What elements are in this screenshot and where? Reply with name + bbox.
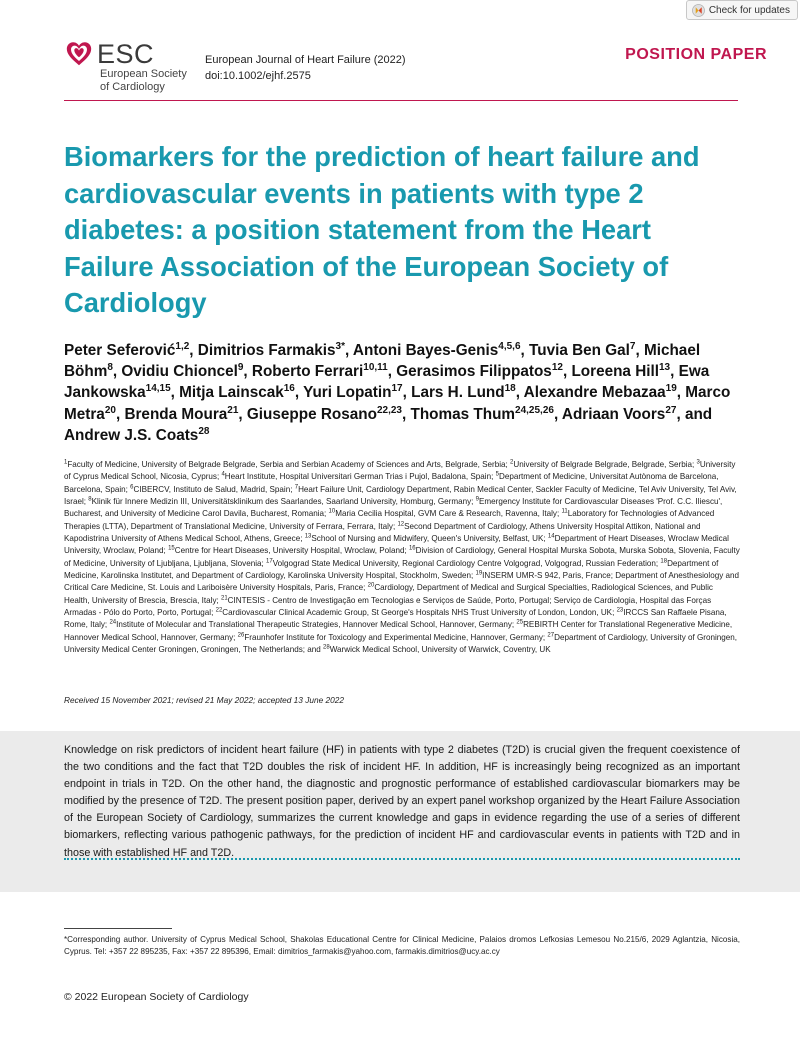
- author-name: Gerasimos Filippatos: [396, 363, 552, 381]
- affiliation-number: 2: [510, 459, 514, 466]
- abstract-text: Knowledge on risk predictors of incident heart failure (HF) in patients with type 2 diabetes (T2D) is crucial given the frequent coexistence of the two conditions and the fact that T2D doubles the risk of incident HF. In addition, HF is increasingly being recognized as an important endpoint in trials in T2D. On the other hand, the diagnostic and prognostic performance of established cardiovascular biomarkers may be modified by the presence of T2D. The present position paper, derived by an expert panel workshop organized by the Heart Failure Association of the European Society of Cardiology, summarizes the current knowledge and gaps in evidence regarding the use of a series of different biomarkers, reflecting various pathogenic pathways, for the prediction of incident HF and cardiovascular events in patients with T2D and in those with established HF and T2D.: [64, 744, 740, 859]
- author-name: Ovidiu Chioncel: [121, 363, 238, 381]
- author-affiliation-marker: 17: [391, 383, 403, 395]
- affiliation-text: Emergency Institute for Cardiovascular Diseases 'Prof. C.C. Iliescu', Bucharest, and University of Medicine Carol Davila, Bucharest, Romania;: [64, 497, 723, 519]
- affiliation-number: 27: [547, 632, 555, 639]
- affiliation-text: CINTESIS - Centro de Investigação em Tecnologias e Serviços de Saúde, Porto, Portugal; Serviço de Cardiologia, Hospital das Forças Armadas - Pólo do Porto, Porto, Portugal;: [64, 595, 712, 618]
- affiliation-number: 6: [130, 484, 134, 490]
- article-type-label: POSITION PAPER: [625, 46, 767, 63]
- affiliation-text: Heart Failure Unit, Cardiology Department, Rabin Medical Center, Sackler Faculty of Medicine, Tel Aviv University, Tel Aviv, Israel;: [64, 484, 737, 507]
- check-updates-label: Check for updates: [708, 4, 790, 16]
- received-dates: Received 15 November 2021; revised 21 May 2022; accepted 13 June 2022: [64, 695, 344, 705]
- journal-info: [205, 52, 406, 84]
- affiliation-number: 18: [660, 558, 668, 565]
- author: [303, 384, 403, 401]
- author: [410, 406, 553, 423]
- affiliation-number: 26: [237, 632, 245, 639]
- author-affiliation-marker: 8: [107, 362, 113, 374]
- author-name: Yuri Lopatin: [303, 384, 392, 402]
- author-affiliation-marker: 16: [283, 383, 295, 395]
- esc-abbr: ESC: [97, 39, 155, 69]
- affiliation-text: Centre for Heart Diseases, University Hospital, Wroclaw, Poland;: [174, 546, 407, 556]
- corresponding-author-note: *Corresponding author. University of Cyprus Medical School, Shakolas Educational Centre for Clinical Medicine, Palaios dromos Lefkosias Lemesou No.215/6, 2029 Aglantzia, Nicosia, Cyprus. Tel: +357 22 895235, Fax: +357 22 895396, Email: dimitrios_farmakis@yahoo.com, farmakis.dimitrios@ucy.ac.cy: [64, 935, 740, 957]
- affiliation-text: Maria Cecilia Hospital, GVM Care & Research, Ravenna, Italy;: [335, 509, 560, 519]
- affiliation-number: 15: [168, 545, 175, 552]
- author-name: Dimitrios Farmakis: [197, 342, 336, 359]
- affiliation-number: 9: [475, 496, 479, 503]
- affiliation-item: [130, 485, 292, 494]
- affiliation-text: Faculty of Medicine, University of Belgrade Belgrade, Serbia and Serbian Academy of Sciences and Arts, Belgrade, Serbia;: [67, 460, 508, 469]
- affiliation-item: [510, 460, 694, 469]
- author: [571, 363, 670, 380]
- affiliation-text: School of Nursing and Midwifery, Queen's University, Belfast, UK;: [311, 534, 546, 544]
- author-affiliation-marker: 21: [227, 404, 239, 416]
- paper-title: Biomarkers for the prediction of heart failure and cardiovascular events in patients with type 2 diabetes: a position statement from the Heart Failure Association of the European Society of Cardiology: [64, 141, 700, 318]
- affiliation-text: Cardiovascular Clinical Academic Group, St George's Hospitals NHS Trust University of London, London, UK;: [222, 608, 615, 618]
- affiliation-item: [216, 608, 615, 617]
- esc-full-name: [100, 68, 187, 93]
- check-updates-icon: [692, 4, 705, 17]
- affiliation-text: Department of Medicine, Karolinska Institutet, and Department of Cardiology, Karolinska University Hospital, Stockholm, Sweden;: [64, 558, 719, 581]
- affiliation-number: 8: [88, 496, 92, 503]
- affiliation-number: 19: [475, 570, 483, 577]
- affiliation-text: REBIRTH Center for Translational Regenerative Medicine, Hannover Medical School, Hannover, Germany;: [64, 620, 733, 642]
- author-affiliation-marker: 13: [659, 362, 671, 374]
- author-affiliation-marker: 27: [665, 404, 677, 416]
- author: [524, 384, 677, 401]
- author-affiliation-marker: 14,15: [145, 383, 171, 395]
- author-name: Thomas Thum: [410, 405, 516, 423]
- affiliation-text: Laboratory for Technologies of Advanced Therapies (LTTA), Department of Translational Medicine, University of Ferrara, Ferrara, Italy;: [64, 509, 715, 531]
- affiliation-item: [238, 633, 546, 642]
- affiliation-number: 13: [304, 533, 312, 540]
- affiliation-item: [305, 534, 546, 543]
- author-name: Giuseppe Rosano: [246, 405, 377, 423]
- affiliation-item: [109, 620, 514, 629]
- author: [562, 406, 677, 423]
- esc-logo: [64, 37, 194, 93]
- affiliation-number: 12: [397, 521, 405, 528]
- author-name: Ewa Jankowska: [64, 363, 710, 402]
- author-name: Antoni Bayes-Genis: [352, 342, 499, 359]
- author-affiliation-marker: 24,25,26: [515, 404, 554, 416]
- journal-name: European Journal of Heart Failure (2022): [205, 54, 406, 66]
- author: [396, 363, 563, 380]
- affiliation-number: 1: [64, 459, 68, 466]
- author-name: Adriaan Voors: [561, 405, 666, 423]
- author-name: Mitja Lainscak: [179, 384, 284, 402]
- affiliation-text: CIBERCV, Instituto de Salud, Madrid, Spain;: [133, 484, 293, 494]
- author-affiliation-marker: 28: [198, 425, 210, 437]
- affiliation-item: [88, 497, 473, 506]
- affiliations: [64, 459, 740, 657]
- affiliation-item: [329, 509, 560, 518]
- author-affiliation-marker: 12: [551, 362, 563, 374]
- author: [353, 342, 521, 359]
- author: [179, 384, 295, 401]
- author-affiliation-marker: 20: [104, 404, 116, 416]
- affiliation-number: 24: [109, 619, 117, 626]
- affiliation-number: 25: [516, 619, 524, 626]
- author-name: Loreena Hill: [571, 363, 659, 381]
- check-for-updates-button[interactable]: [686, 0, 798, 20]
- author-affiliation-marker: 4,5,6: [498, 340, 521, 352]
- affiliation-number: 10: [328, 508, 336, 515]
- affiliation-number: 28: [323, 644, 330, 651]
- author: [252, 363, 388, 380]
- author: [529, 342, 635, 359]
- affiliation-number: 3: [696, 459, 700, 466]
- author-affiliation-marker: 22,23: [376, 404, 402, 416]
- author-affiliation-marker: 19: [665, 383, 677, 395]
- author-affiliation-marker: 1,2: [175, 340, 190, 352]
- affiliation-item: [323, 645, 551, 654]
- affiliation-item: [64, 460, 508, 469]
- author-name: Michael Böhm: [64, 342, 701, 381]
- author: [124, 406, 238, 423]
- author-affiliation-marker: 10,11: [363, 362, 388, 374]
- affiliation-text: Second Department of Cardiology, Athens University Hospital Attikon, National and Kapodistrina University of Athens Medical School, Athens, Greece;: [64, 521, 701, 544]
- author-name: Tuvia Ben Gal: [529, 342, 630, 359]
- affiliation-text: Department of Heart Diseases, Wroclaw Medical University, Wroclaw, Poland;: [64, 534, 729, 556]
- author-name: Marco Metra: [64, 384, 731, 423]
- affiliation-text: Department of Medicine, Universitat Autònoma de Barcelona, Barcelona, Spain;: [64, 472, 719, 494]
- affiliation-text: Institute of Molecular and Translational Therapeutic Strategies, Hannover Medical School, Hannover, Germany;: [116, 620, 515, 630]
- affiliation-item: [168, 546, 407, 555]
- affiliation-number: 16: [408, 545, 416, 552]
- author-name: Lars H. Lund: [411, 384, 505, 402]
- author: [247, 406, 402, 423]
- affiliation-number: 21: [220, 595, 228, 602]
- journal-doi[interactable]: doi:10.1002/ejhf.2575: [205, 70, 311, 82]
- header-divider: [64, 100, 738, 101]
- abstract-box: [0, 731, 800, 892]
- footnote-divider: [64, 928, 172, 929]
- author-name: Alexandre Mebazaa: [523, 384, 666, 402]
- author-affiliation-marker: 18: [504, 383, 516, 395]
- affiliation-text: IRCCS San Raffaele Pisana, Rome, Italy;: [64, 608, 727, 630]
- author-name: and Andrew J.S. Coats: [64, 405, 713, 444]
- author-affiliation-marker: 9: [237, 362, 244, 374]
- affiliation-text: Department of Cardiology, University of Groningen, University Medical Center Groningen, Groningen, The Netherlands; and: [64, 632, 738, 655]
- esc-name-line1: European Society: [100, 68, 187, 80]
- affiliation-number: 11: [561, 508, 568, 515]
- author-name: Roberto Ferrari: [251, 363, 364, 381]
- author-name: Brenda Moura: [124, 405, 228, 423]
- affiliation-item: [266, 559, 658, 568]
- affiliation-item: [221, 472, 493, 481]
- affiliation-text: Cardiology, Department of Medical and Surgical Specialties, Radiological Sciences, and Public Health, University of Brescia, Brescia, Italy;: [64, 583, 713, 605]
- affiliation-text: Volgograd State Medical University, Regional Cardiology Centre Volgograd, Volgograd, Russian Federation;: [272, 558, 659, 568]
- affiliation-text: University of Belgrade Belgrade, Belgrade, Serbia;: [513, 460, 695, 469]
- affiliation-number: 23: [616, 607, 624, 614]
- esc-name-line2: of Cardiology: [100, 80, 165, 93]
- affiliation-number: 5: [495, 471, 499, 478]
- affiliation-text: University of Cyprus Medical School, Nicosia, Cyprus;: [64, 460, 736, 482]
- abstract-dotted-divider: [64, 858, 740, 860]
- affiliation-text: Klinik für Innere Medizin III, Universitätsklinikum des Saarlandes, Saarland University, Homburg, Germany;: [91, 497, 474, 507]
- affiliation-number: 7: [294, 484, 299, 490]
- affiliation-text: INSERM UMR-S 942, Paris, France; Department of Anesthesiology and Critical Care Medicine, St. Louis and Lariboisère University Hospitals, Paris, France;: [64, 571, 740, 593]
- affiliation-number: 4: [221, 471, 225, 478]
- affiliation-number: 20: [367, 582, 375, 589]
- affiliation-number: 22: [215, 607, 223, 614]
- author-list: Peter Seferović$^{1,2}$, Dimitrios Farmakis$^{3*}$, Antoni Bayes-Genis$^{4,5,6}$, Tuvia Ben Gal$^7$, Michael Böhm$^8$, Ovidiu Chioncel$^9$, Roberto Ferrari$^{10,11}$, Gerasimos Filippatos$^{12}$, Loreena Hill$^{13}$, Ewa Jankowska$^{14,15}$, Mitja Lainscak$^{16}$, Yuri Lopatin$^{17}$, Lars H. Lund$^{18}$, Alexandre Mebazaa$^{19}$, Marco Metra$^{20}$, Brenda Moura$^{21}$, Giuseppe Rosano$^{22,23}$, Thomas Thum$^{24,25,26}$, Adriaan Voors$^{27}$, and Andrew J.S. Coats$^{28}$: [64, 340, 731, 444]
- author-affiliation-marker: 3*: [335, 340, 345, 352]
- affiliation-text: Warwick Medical School, University of Warwick, Coventry, UK: [329, 645, 551, 655]
- author: [64, 342, 189, 359]
- author-name: Peter Seferović: [64, 342, 176, 359]
- copyright-notice: © 2022 European Society of Cardiology: [64, 991, 249, 1003]
- author-affiliation-marker: 7: [629, 340, 636, 352]
- affiliation-number: 14: [547, 533, 555, 540]
- author: [121, 363, 243, 380]
- affiliation-text: Division of Cardiology, General Hospital Murska Sobota, Murska Sobota, Slovenia, Faculty of Medicine, University of Ljubljana, Ljubljana, Slovenia;: [64, 546, 740, 568]
- affiliation-text: Fraunhofer Institute for Toxicology and Experimental Medicine, Hannover, Germany;: [244, 632, 546, 642]
- heart-logo-icon: [64, 39, 94, 69]
- affiliation-number: 17: [266, 558, 273, 565]
- author: [198, 342, 345, 359]
- affiliation-text: Heart Institute, Hospital Universitari German Trias i Pujol, Badalona, Spain;: [224, 472, 494, 482]
- author: [411, 384, 516, 401]
